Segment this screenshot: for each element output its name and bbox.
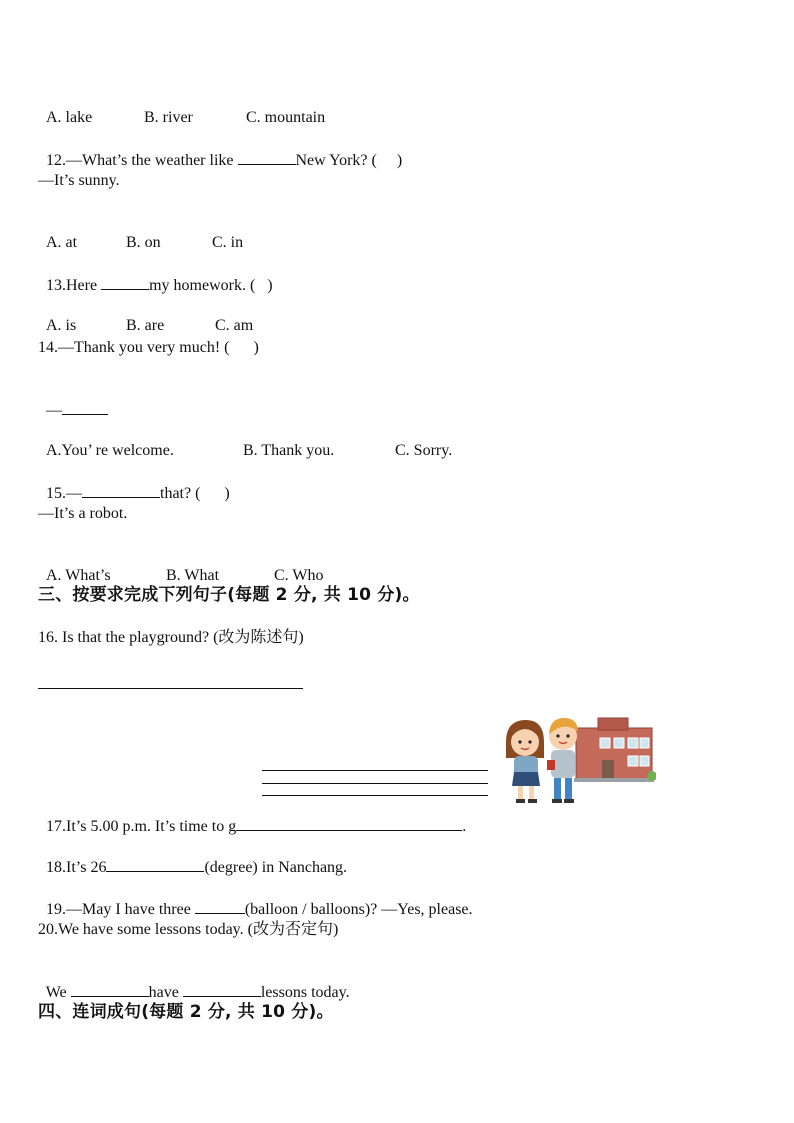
q19-question	[38, 879, 473, 920]
q19-blank	[195, 899, 245, 914]
q12-question	[38, 130, 402, 171]
q13-options	[38, 296, 253, 336]
q16-question: 16. Is that the playground? (改为陈述句)	[38, 629, 304, 646]
q17-answer-line-2	[262, 783, 488, 784]
q13-option-c: C. am	[215, 317, 254, 334]
q19-suffix: (balloon / balloons)? —Yes, please.	[244, 901, 473, 918]
q11-option-a: A. lake	[46, 109, 93, 126]
q20-answer-end: lessons today.	[260, 984, 350, 1001]
q17-question	[38, 796, 466, 837]
q14-options	[38, 421, 452, 461]
q15-blank	[82, 483, 160, 498]
q12-option-b: B. on	[126, 234, 161, 251]
kids-school-illustration	[500, 712, 656, 812]
q18-question	[38, 837, 347, 878]
q15-prefix: 15.—	[46, 485, 82, 502]
q17-blank	[236, 816, 462, 831]
q20-answer-we: We	[45, 984, 71, 1001]
q16-answer-line	[38, 688, 303, 689]
q15-options	[38, 546, 323, 586]
q17-period: .	[462, 818, 467, 835]
q14-blank	[62, 400, 108, 415]
q12-suffix: New York? ( )	[295, 152, 403, 169]
q20-blank-2	[183, 982, 261, 997]
q15-option-a: A. What’s	[46, 567, 111, 584]
q14-answer	[38, 380, 108, 421]
q17-text: 17.It’s 5.00 p.m. It’s time to g	[46, 818, 237, 835]
q11-option-c: C. mountain	[246, 109, 326, 126]
q17-answer-line-1	[262, 770, 488, 771]
q13-prefix: 13.Here	[46, 277, 102, 294]
q14-option-b: B. Thank you.	[243, 442, 335, 459]
q14-answer-dash: —	[46, 402, 62, 419]
q12-options	[38, 213, 243, 253]
q18-prefix: 18.It’s 26	[46, 859, 107, 876]
q12-answer: —It’s sunny.	[38, 172, 120, 189]
q12-option-c: C. in	[212, 234, 244, 251]
section-4-heading: 四、连词成句(每题 2 分, 共 10 分)。	[38, 1002, 334, 1022]
q13-option-a: A. is	[46, 317, 77, 334]
q15-option-c: C. Who	[274, 567, 324, 584]
q20-blank-1	[71, 982, 149, 997]
q12-blank	[238, 150, 296, 165]
q11-options	[38, 88, 325, 128]
q14-question: 14.—Thank you very much! ( )	[38, 339, 259, 356]
q15-question	[38, 463, 230, 504]
q14-option-c: C. Sorry.	[395, 442, 453, 459]
q15-suffix: that? ( )	[160, 485, 230, 502]
q20-answer	[38, 962, 350, 1003]
q20-question: 20.We have some lessons today. (改为否定句)	[38, 921, 339, 938]
q19-prefix: 19.—May I have three	[46, 901, 195, 918]
section-3-heading: 三、按要求完成下列句子(每题 2 分, 共 10 分)。	[38, 585, 420, 605]
kids-school-illustration-svg	[500, 712, 656, 812]
q18-blank	[106, 857, 204, 872]
q20-answer-have: have	[148, 984, 183, 1001]
q11-option-b: B. river	[144, 109, 193, 126]
q13-suffix: my homework. ( )	[149, 277, 273, 294]
q18-suffix: (degree) in Nanchang.	[204, 859, 348, 876]
q14-option-a: A.You’ re welcome.	[46, 442, 174, 459]
q13-blank	[101, 275, 149, 290]
q15-option-b: B. What	[166, 567, 220, 584]
q13-option-b: B. are	[126, 317, 165, 334]
q12-prefix: 12.—What’s the weather like	[46, 152, 238, 169]
q15-answer: —It’s a robot.	[38, 505, 128, 522]
q12-option-a: A. at	[46, 234, 78, 251]
q13-question	[38, 255, 273, 296]
